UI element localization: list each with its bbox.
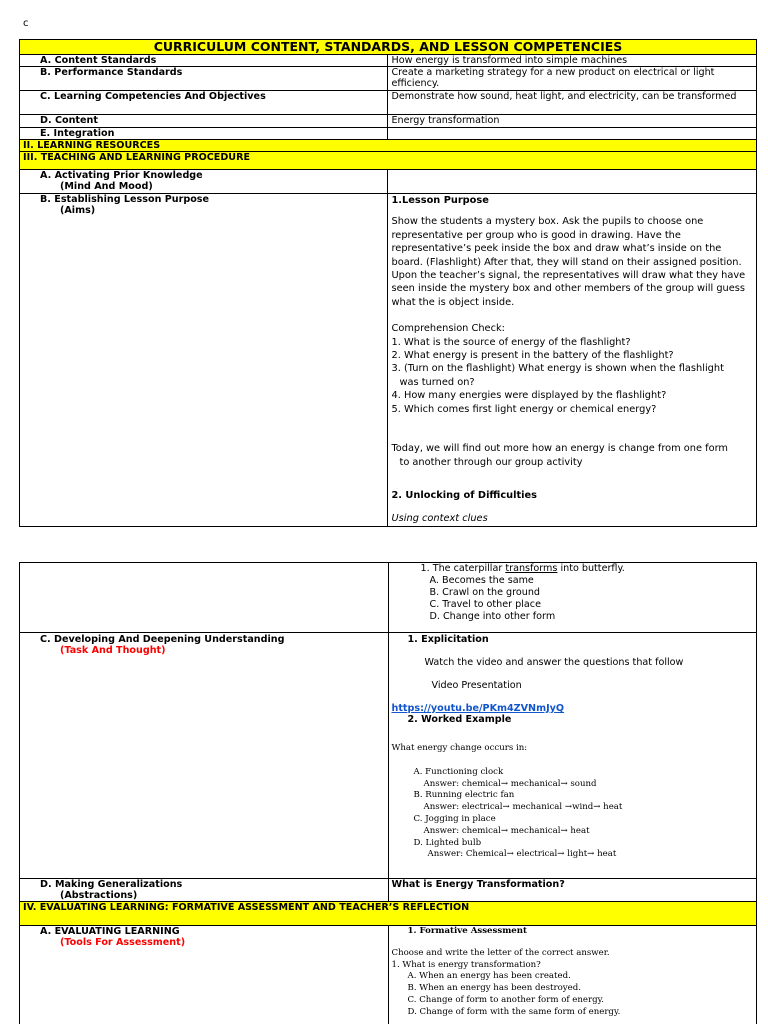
vocab-option-a: A. Becomes the same bbox=[429, 575, 534, 586]
row-label-learning-competencies: C. Learning Competencies And Objectives bbox=[20, 91, 388, 115]
section-evaluating-learning: IV. EVALUATING LEARNING: FORMATIVE ASSESSMENT AND TEACHER’S REFLECTION bbox=[20, 902, 757, 926]
formative-question-1: 1. What is energy transformation? bbox=[391, 959, 541, 970]
example-c: C. Jogging in place bbox=[413, 813, 496, 824]
row-establishing-purpose bbox=[20, 194, 388, 527]
vocab-question-cell bbox=[388, 563, 757, 633]
continued-empty-cell bbox=[20, 563, 389, 633]
lesson-purpose-cell bbox=[388, 194, 757, 527]
section-teaching-learning-procedure: III. TEACHING AND LEARNING PROCEDURE bbox=[20, 152, 757, 170]
row-label-content-standards: A. Content Standards bbox=[20, 55, 388, 67]
page-corner-mark: c bbox=[23, 18, 29, 29]
section-learning-resources: II. LEARNING RESOURCES bbox=[20, 140, 757, 152]
vocab-option-c: C. Travel to other place bbox=[429, 599, 541, 610]
unlocking-heading: 2. Unlocking of Difficulties bbox=[391, 489, 538, 501]
developing-label: C. Developing And Deepening Understanding bbox=[40, 634, 285, 645]
example-d-answer: Answer: Chemical→ electrical→ light→ heat bbox=[427, 849, 617, 860]
generalizations-label: D. Making Generalizations bbox=[40, 879, 183, 890]
generalizations-question: What is Energy Transformation? bbox=[388, 879, 757, 902]
worked-question: What energy change occurs in: bbox=[391, 743, 528, 753]
context-clues-text: Using context clues bbox=[391, 513, 488, 525]
vocab-option-d: D. Change into other form bbox=[429, 611, 556, 622]
today-sentence-cont: to another through our group activity bbox=[399, 456, 583, 468]
establishing-sub: (Aims) bbox=[60, 205, 96, 216]
row-evaluating-learning bbox=[20, 926, 389, 1024]
explicitation-heading: 1. Explicitation bbox=[407, 634, 489, 645]
developing-sub: (Task And Thought) bbox=[60, 645, 166, 656]
table-title: CURRICULUM CONTENT, STANDARDS, AND LESSON COMPETENCIES bbox=[20, 40, 757, 55]
formative-heading: 1. Formative Assessment bbox=[407, 926, 527, 936]
row-label-integration: E. Integration bbox=[20, 128, 388, 140]
check-question-4: 4. How many energies were displayed by the flashlight? bbox=[391, 390, 667, 402]
check-question-3-cont: was turned on? bbox=[399, 376, 475, 388]
row-value-content: Energy transformation bbox=[388, 115, 757, 128]
row-developing-understanding bbox=[20, 633, 389, 879]
row-value-integration bbox=[388, 128, 757, 140]
video-presentation-text: Video Presentation bbox=[431, 680, 522, 691]
row-value-learning-competencies: Demonstrate how sound, heat light, and electricity, can be transformed bbox=[388, 91, 757, 115]
example-b: B. Running electric fan bbox=[413, 790, 515, 801]
today-sentence: Today, we will find out more how an energy is change from one form bbox=[391, 443, 728, 455]
row-value-performance-standards: Create a marketing strategy for a new product on electrical or light efficiency. bbox=[388, 67, 757, 91]
vocab-option-b: B. Crawl on the ground bbox=[429, 587, 541, 598]
curriculum-table-part-2 bbox=[19, 562, 757, 1024]
lesson-purpose-heading: 1.Lesson Purpose bbox=[391, 195, 489, 206]
check-question-1: 1. What is the source of energy of the flashlight? bbox=[391, 336, 631, 348]
activating-sub: (Mind And Mood) bbox=[60, 181, 153, 192]
example-a-answer: Answer: chemical→ mechanical→ sound bbox=[423, 778, 597, 789]
evaluating-label: A. EVALUATING LEARNING bbox=[40, 926, 180, 937]
example-c-answer: Answer: chemical→ mechanical→ heat bbox=[423, 825, 590, 836]
row-value-content-standards: How energy is transformed into simple machines bbox=[388, 55, 757, 67]
check-question-5: 5. Which comes first light energy or chemical energy? bbox=[391, 403, 657, 415]
row-activating-empty bbox=[388, 170, 757, 194]
row-label-performance-standards: B. Performance Standards bbox=[20, 67, 388, 91]
comprehension-check-heading: Comprehension Check: bbox=[391, 323, 505, 335]
row-label-content: D. Content bbox=[20, 115, 388, 128]
establishing-label: B. Establishing Lesson Purpose bbox=[40, 194, 210, 205]
check-question-2: 2. What energy is present in the battery of the flashlight? bbox=[391, 350, 674, 362]
check-question-3: 3. (Turn on the flashlight) What energy is shown when the flashlight bbox=[391, 363, 724, 375]
formative-instruction: Choose and write the letter of the correct answer. bbox=[391, 947, 610, 958]
worked-example-heading: 2. Worked Example bbox=[407, 714, 512, 725]
vocab-question: 1. The caterpillar transforms into butterfly. bbox=[420, 563, 625, 574]
formative-assessment-cell bbox=[388, 926, 757, 1024]
example-b-answer: Answer: electrical→ mechanical →wind→ heat bbox=[423, 802, 623, 813]
explicitation-cell bbox=[388, 633, 757, 879]
video-link[interactable]: https://youtu.be/PKm4ZVNmJyQ bbox=[391, 703, 565, 714]
example-a: A. Functioning clock bbox=[413, 766, 504, 777]
formative-option-b: B. When an energy has been destroyed. bbox=[407, 983, 581, 994]
formative-option-c: C. Change of form to another form of energy. bbox=[407, 994, 605, 1005]
row-making-generalizations bbox=[20, 879, 389, 902]
formative-option-a: A. When an energy has been created. bbox=[407, 971, 571, 982]
worked-example-list bbox=[392, 743, 754, 861]
formative-option-d: D. Change of form with the same form of energy. bbox=[407, 1006, 621, 1017]
example-d: D. Lighted bulb bbox=[413, 837, 482, 848]
activating-label: A. Activating Prior Knowledge bbox=[40, 170, 203, 181]
mystery-box-paragraph: Show the students a mystery box. Ask the pupils to choose one representative per group who is good in drawing. Have the representative’s peek inside the box and draw what’s inside on the board. (Flashlight) After that, they will stand on their assigned position. Upon the teacher’s signal, the representatives will draw what they have seen inside the mystery box and other members of the group will guess what the is object inside. bbox=[391, 216, 746, 308]
evaluating-sub: (Tools For Assessment) bbox=[60, 937, 186, 948]
underlined-word: transforms bbox=[505, 563, 558, 574]
curriculum-table-part-1 bbox=[19, 39, 757, 527]
row-activating-prior-knowledge bbox=[20, 170, 388, 194]
generalizations-sub: (Abstractions) bbox=[60, 890, 138, 901]
watch-video-text: Watch the video and answer the questions that follow bbox=[424, 657, 684, 668]
